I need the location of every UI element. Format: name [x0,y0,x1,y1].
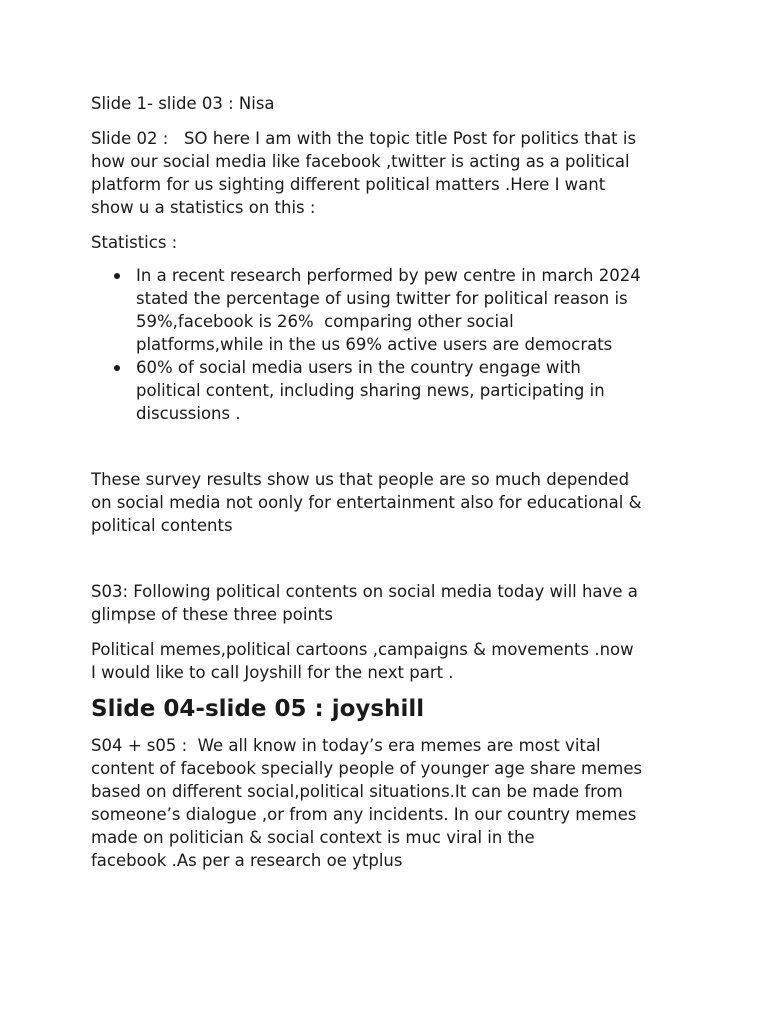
slide-assignment-nisa: Slide 1- slide 03 : Nisa [91,94,275,113]
paragraph-line: Political memes,political cartoons ,campaigns & movements .now [91,640,634,659]
paragraph-line: someone’s dialogue ,or from any incidents. In our country memes [91,805,637,824]
s04-paragraph [91,734,691,872]
bullet-icon [114,365,120,371]
list-item-line: stated the percentage of using twitter for political reason is [136,289,628,308]
list-item-line: political content, including sharing news, participating in [136,381,605,400]
list-item-line: 60% of social media users in the country engage with [136,358,581,377]
memes-paragraph [91,638,691,684]
paragraph-line: These survey results show us that people are so much depended [91,470,630,489]
list-item-line: 59%,facebook is 26% comparing other social [136,312,514,331]
paragraph-line: on social media not oonly for entertainment also for educational & [91,493,642,512]
paragraph-line: content of facebook specially people of younger age share memes [91,759,643,778]
paragraph-line: made on politician & social context is muc viral in the [91,828,535,847]
paragraph-line: show u a statistics on this : [91,198,316,217]
slide-02-paragraph [91,127,691,219]
paragraph-line: political contents [91,516,233,535]
list-item [91,264,691,356]
statistics-list [91,264,691,425]
bullet-icon [114,273,120,279]
paragraph-line: how our social media like facebook ,twitter is acting as a political [91,152,630,171]
paragraph-line: facebook .As per a research oe ytplus [91,851,403,870]
paragraph-line: S03: Following political contents on social media today will have a [91,582,638,601]
paragraph-line: I would like to call Joyshill for the next part . [91,663,454,682]
paragraph-line: platform for us sighting different political matters .Here I want [91,175,606,194]
document-body [91,92,691,872]
paragraph-line: Slide 02 : SO here I am with the topic title Post for politics that is [91,129,637,148]
s03-paragraph [91,580,691,626]
list-item-line: platforms,while in the us 69% active users are democrats [136,335,613,354]
list-item-line: In a recent research performed by pew centre in march 2024 [136,266,641,285]
survey-paragraph [91,468,691,537]
section-heading: Slide 04-slide 05 : joyshill [91,696,425,722]
statistics-label: Statistics : [91,233,178,252]
list-item [91,356,691,425]
paragraph-line: S04 + s05 : We all know in today’s era memes are most vital [91,736,601,755]
paragraph-line: based on different social,political situations.It can be made from [91,782,623,801]
paragraph-line: glimpse of these three points [91,605,333,624]
list-item-line: discussions . [136,404,241,423]
